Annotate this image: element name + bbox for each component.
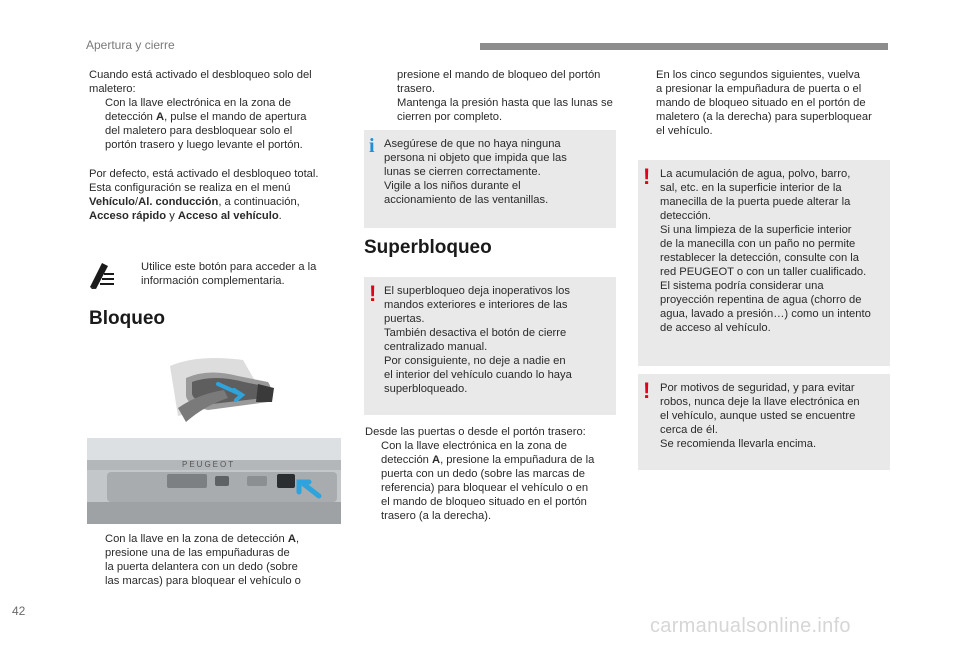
bullet-line: mando de bloqueo situado en el portón de	[656, 97, 866, 109]
tip-line: Utilice este botón para acceder a la	[141, 261, 317, 273]
warning-line: mandos exteriores e interiores de las	[384, 299, 568, 311]
warning-line: el vehículo, aunque usted se encuentre	[660, 410, 856, 422]
warning-line: red PEUGEOT o con un taller cualificado.	[660, 266, 867, 278]
paragraph-line: Esta configuración se realiza en el menú	[89, 182, 291, 194]
bullet-line: referencia) para bloquear el vehículo o en	[381, 482, 589, 494]
bullet-item	[640, 68, 890, 138]
bullet-line: maletero (a la derecha) para superbloquear	[656, 111, 872, 123]
bloqueo-bullet	[89, 532, 339, 588]
warning-line: Se recomienda llevarla encima.	[660, 438, 817, 450]
bullet-line: puerta con un dedo (sobre las marcas de	[381, 468, 585, 480]
warning-line: puertas.	[384, 313, 425, 325]
warning-line: detección.	[660, 210, 711, 222]
paragraph-line: trasero.	[397, 83, 435, 95]
warning-line: También desactiva el botón de cierre	[384, 327, 567, 339]
paragraph-line: Mantenga la presión hasta que las lunas se	[397, 97, 613, 109]
paragraph-line: Vehículo/Al. conducción, a continuación,	[89, 196, 300, 208]
bullet-line: portón trasero y luego levante el portón.	[105, 139, 303, 151]
default-config-paragraph	[89, 167, 339, 223]
watermark: carmanualsonline.info	[650, 615, 851, 637]
bullet-line: presione una de las empuñaduras de	[105, 547, 290, 559]
info-line: persona ni objeto que impida que las	[384, 152, 567, 164]
bullet-line: Con la llave electrónica en la zona de	[105, 97, 291, 109]
bullet-line: detección A, presione la empuñadura de la	[381, 454, 595, 466]
pen-note-icon	[86, 258, 116, 290]
warning-line: de la manecilla con un paño no permite	[660, 238, 856, 250]
warning-line: manecilla de la puerta puede alterar la	[660, 196, 851, 208]
warning-line: El superbloqueo deja inoperativos los	[384, 285, 570, 297]
warning-line: centralizado manual.	[384, 341, 488, 353]
tip-text	[141, 260, 341, 288]
info-box-text	[384, 137, 612, 207]
warning-line: restablecer la detección, consulte con la	[660, 252, 860, 264]
bloqueo-heading: Bloqueo	[89, 308, 165, 329]
warning-line: sal, etc. en la superficie interior de la	[660, 182, 842, 194]
paragraph-line: presione el mando de bloqueo del portón	[397, 69, 601, 81]
warning-line: Si una limpieza de la superficie interior	[660, 224, 852, 236]
bloqueo-continuation	[397, 68, 619, 124]
warning-box-text	[660, 381, 888, 451]
peugeot-badge: PEUGEOT	[182, 460, 236, 469]
bullet-line: Con la llave en la zona de detección A,	[105, 533, 300, 545]
bullet-item	[89, 532, 339, 588]
tailgate-lock-button-illustration	[87, 438, 341, 524]
warning-line: agua, lavado a presión…) como un intento	[660, 308, 871, 320]
paragraph-line: Acceso rápido y Acceso al vehículo.	[89, 210, 282, 222]
warning-line: superbloqueado.	[384, 383, 468, 395]
warning-line: La acumulación de agua, polvo, barro,	[660, 168, 851, 180]
warning-line: cerca de él.	[660, 424, 718, 436]
warning-line: El sistema podría considerar una	[660, 280, 824, 292]
superbloqueo-heading: Superbloqueo	[364, 237, 492, 258]
bullet-line: del maletero para desbloquear solo el	[105, 125, 293, 137]
door-handle-press-illustration	[168, 346, 278, 428]
paragraph-line: cierren por completo.	[397, 111, 503, 123]
bullet-line: a presionar la empuñadura de puerta o el	[656, 83, 862, 95]
warning-icon: !	[369, 281, 377, 306]
info-line: accionamiento de las ventanillas.	[384, 194, 549, 206]
warning-line: Por consiguiente, no deje a nadie en	[384, 355, 566, 367]
warning-icon: !	[643, 164, 651, 189]
info-line: Asegúrese de que no haya ninguna	[384, 138, 561, 150]
bullet-line: Con la llave electrónica en la zona de	[381, 440, 567, 452]
intro-line: Cuando está activado el desbloqueo solo del	[89, 69, 312, 81]
bullet-line: trasero (a la derecha).	[381, 510, 492, 522]
warning-box	[364, 277, 616, 415]
bullet-line: detección A, pulse el mando de apertura	[105, 111, 307, 123]
col1-intro	[89, 68, 339, 152]
warning-icon: !	[643, 378, 651, 403]
warning-box	[638, 374, 890, 470]
page-number: 42	[12, 604, 26, 618]
bullet-line: el vehículo.	[656, 125, 713, 137]
warning-box-text	[660, 167, 888, 335]
section-title: Apertura y cierre	[86, 38, 175, 52]
bullet-line: el mando de bloqueo situado en el portón	[381, 496, 587, 508]
warning-line: robos, nunca deje la llave electrónica en	[660, 396, 860, 408]
info-box	[364, 130, 616, 228]
warning-box-text	[384, 284, 612, 396]
bullet-item	[365, 439, 617, 523]
info-line: lunas se cierren correctamente.	[384, 166, 541, 178]
header-bar	[480, 43, 888, 50]
paragraph-line: Desde las puertas o desde el portón trasero:	[365, 426, 586, 438]
warning-box	[638, 160, 890, 366]
bullet-line: la puerta delantera con un dedo (sobre	[105, 561, 298, 573]
paragraph-line: Por defecto, está activado el desbloqueo total.	[89, 168, 319, 180]
warning-line: Por motivos de seguridad, y para evitar	[660, 382, 855, 394]
tip-line: información complementaria.	[141, 275, 285, 287]
superbloqueo-step	[640, 68, 890, 138]
rear-lock-instructions	[365, 425, 617, 523]
bullet-line: En los cinco segundos siguientes, vuelva	[656, 69, 860, 81]
info-line: Vigile a los niños durante el	[384, 180, 521, 192]
info-icon: i	[369, 135, 375, 157]
warning-line: de acceso al vehículo.	[660, 322, 771, 334]
intro-line: maletero:	[89, 83, 136, 95]
bullet-item	[89, 96, 339, 152]
warning-line: el interior del vehículo cuando lo haya	[384, 369, 572, 381]
bullet-line: las marcas) para bloquear el vehículo o	[105, 575, 301, 587]
warning-line: proyección repentina de agua (chorro de	[660, 294, 862, 306]
